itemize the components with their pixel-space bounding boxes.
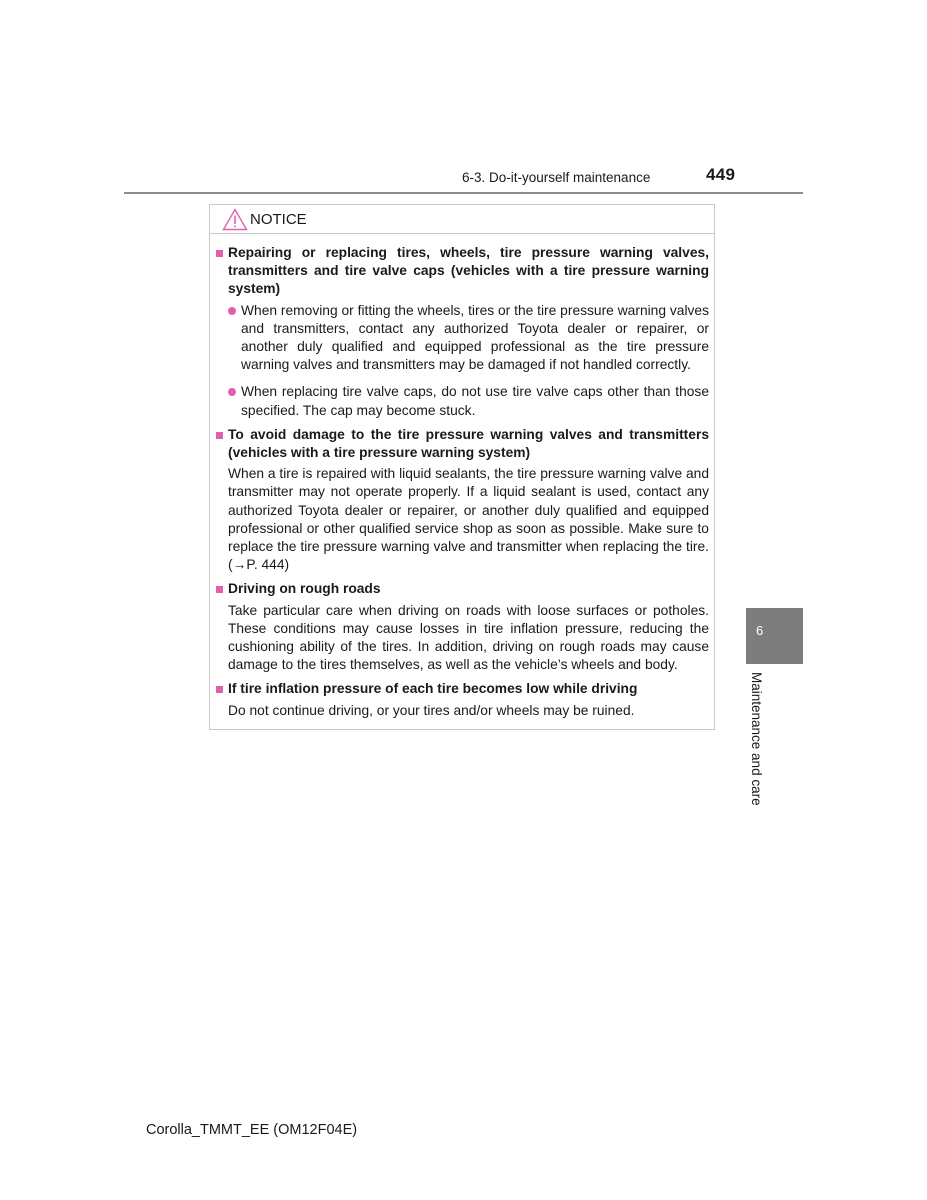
bullet-item [228, 302, 709, 375]
square-bullet-icon [216, 580, 228, 598]
bullet-item [228, 383, 709, 419]
header-section-title: 6-3. Do-it-yourself maintenance [462, 170, 651, 185]
circle-bullet-icon [228, 302, 241, 375]
square-bullet-icon [216, 244, 228, 299]
chapter-tab-number: 6 [756, 623, 764, 638]
section-heading-text: If tire inflation pressure of each tire becomes low while driving [228, 681, 638, 697]
square-bullet-icon [216, 680, 228, 698]
header-divider [124, 192, 803, 194]
bullet-text: When replacing tire valve caps, do not use tire valve caps other than those specified. The cap may become stuck. [241, 384, 709, 418]
section-heading-text: Repairing or replacing tires, wheels, tire pressure warning valves, transmitters and tire valve caps (vehicles with a tire pressure warning system) [228, 245, 709, 297]
chapter-tab-label: Maintenance and care [749, 672, 764, 806]
chapter-tab[interactable] [746, 608, 803, 664]
section-heading-text: To avoid damage to the tire pressure warning valves and transmitters (vehicles with a tire pressure warning system) [228, 426, 709, 461]
section-paragraph: When a tire is repaired with liquid sealants, the tire pressure warning valve and transmitter may not operate properly. If a liquid sealant is used, contact any authorized Toyota dealer or repairer, or another duly qualified and equipped professional or other qualified service shop as soon as possible. Make sure to replace the tire pressure warning valve and transmitter when replacing the tire. (→P. 444) [228, 466, 709, 573]
warning-triangle-icon [222, 208, 248, 231]
page-number: 449 [706, 165, 736, 184]
square-bullet-icon [216, 426, 228, 462]
section-heading [216, 244, 709, 299]
notice-title: NOTICE [250, 210, 307, 228]
bullet-text: When removing or fitting the wheels, tires or the tire pressure warning valves and transmitters, contact any authorized Toyota dealer or repairer, or another duly qualified and equipped professional as the tire pressure warning valves and transmitters may be damaged if not handled correctly. [241, 302, 709, 373]
section-heading-text: Driving on rough roads [228, 581, 381, 597]
notice-header [210, 205, 714, 234]
section-heading [216, 680, 709, 698]
section-heading [216, 580, 709, 598]
section-paragraph: Take particular care when driving on roads with loose surfaces or potholes. These conditions may cause losses in tire inflation pressure, reducing the cushioning ability of the tires. In addition, driving on rough roads may cause damage to the tires themselves, as well as the vehicle’s wheels and body. [228, 602, 709, 673]
section-heading [216, 426, 709, 462]
footer-document-id: Corolla_TMMT_EE (OM12F04E) [146, 1122, 358, 1138]
notice-body [210, 234, 714, 720]
section-paragraph: Do not continue driving, or your tires and/or wheels may be ruined. [228, 702, 635, 718]
notice-box [209, 204, 715, 730]
circle-bullet-icon [228, 383, 241, 419]
